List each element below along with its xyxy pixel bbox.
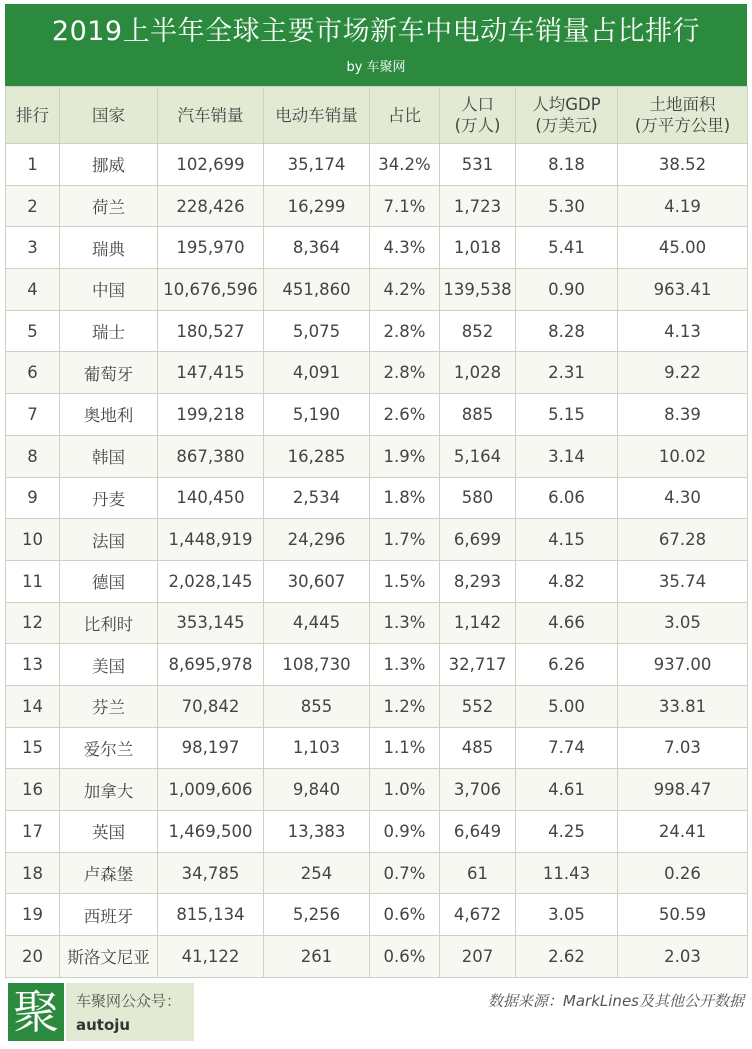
table-cell: 580 [440, 477, 516, 519]
table-cell: 0.6% [370, 894, 440, 936]
table-cell: 1.2% [370, 685, 440, 727]
table-cell: 4.2% [370, 269, 440, 311]
table-cell: 8.28 [516, 310, 618, 352]
table-row [6, 811, 748, 853]
table-cell: 2.6% [370, 394, 440, 436]
table-cell: 瑞典 [60, 227, 158, 269]
table-cell: 199,218 [158, 394, 264, 436]
table-cell: 2,534 [264, 477, 370, 519]
table-row [6, 435, 748, 477]
table-cell: 10.02 [618, 435, 748, 477]
table-cell: 195,970 [158, 227, 264, 269]
table-row [6, 227, 748, 269]
table-cell: 9,840 [264, 769, 370, 811]
column-header: 国家 [60, 87, 158, 144]
table-cell: 6,649 [440, 811, 516, 853]
table-cell: 4.3% [370, 227, 440, 269]
table-cell: 11 [6, 560, 60, 602]
table-cell: 16,285 [264, 435, 370, 477]
table-cell: 2.31 [516, 352, 618, 394]
table-cell: 0.7% [370, 852, 440, 894]
table-cell: 5.41 [516, 227, 618, 269]
table-cell: 34,785 [158, 852, 264, 894]
table-cell: 552 [440, 685, 516, 727]
table-cell: 20 [6, 936, 60, 978]
table-cell: 10,676,596 [158, 269, 264, 311]
table-cell: 4.61 [516, 769, 618, 811]
table-cell: 108,730 [264, 644, 370, 686]
table-cell: 1,009,606 [158, 769, 264, 811]
table-cell: 17 [6, 811, 60, 853]
byline: by 车聚网 [346, 60, 406, 75]
table-cell: 0.9% [370, 811, 440, 853]
table-cell: 70,842 [158, 685, 264, 727]
table-cell: 32,717 [440, 644, 516, 686]
table-cell: 8,364 [264, 227, 370, 269]
table-cell: 美国 [60, 644, 158, 686]
table-cell: 4.19 [618, 185, 748, 227]
table-cell: 卢森堡 [60, 852, 158, 894]
wechat-box [66, 983, 194, 1041]
table-cell: 3,706 [440, 769, 516, 811]
table-cell: 1.3% [370, 644, 440, 686]
table-cell: 10 [6, 519, 60, 561]
table-cell: 1.0% [370, 769, 440, 811]
table-cell: 34.2% [370, 144, 440, 186]
table-cell: 50.59 [618, 894, 748, 936]
table-cell: 33.81 [618, 685, 748, 727]
table-cell: 5.00 [516, 685, 618, 727]
table-cell: 14 [6, 685, 60, 727]
table-cell: 254 [264, 852, 370, 894]
table-cell: 5.30 [516, 185, 618, 227]
column-header: 人口 (万人) [440, 87, 516, 144]
sales-table [5, 86, 748, 978]
table-cell: 中国 [60, 269, 158, 311]
table-cell: 228,426 [158, 185, 264, 227]
table-cell: 19 [6, 894, 60, 936]
table-row [6, 685, 748, 727]
table-cell: 180,527 [158, 310, 264, 352]
wechat-label: 车聚网公众号： [76, 992, 182, 1010]
table-cell: 7 [6, 394, 60, 436]
table-cell: 61 [440, 852, 516, 894]
table-cell: 韩国 [60, 435, 158, 477]
table-cell: 4,672 [440, 894, 516, 936]
table-cell: 2 [6, 185, 60, 227]
table-row [6, 185, 748, 227]
table-cell: 3.05 [516, 894, 618, 936]
table-cell: 2.8% [370, 310, 440, 352]
table-cell: 8,293 [440, 560, 516, 602]
table-cell: 比利时 [60, 602, 158, 644]
table-row [6, 894, 748, 936]
table-cell: 0.6% [370, 936, 440, 978]
table-cell: 4.25 [516, 811, 618, 853]
table-row [6, 144, 748, 186]
table-cell: 852 [440, 310, 516, 352]
table-row [6, 269, 748, 311]
table-cell: 4.82 [516, 560, 618, 602]
table-cell: 98,197 [158, 727, 264, 769]
table-cell: 6 [6, 352, 60, 394]
table-cell: 531 [440, 144, 516, 186]
table-cell: 2.8% [370, 352, 440, 394]
table-cell: 4.66 [516, 602, 618, 644]
table-cell: 0.90 [516, 269, 618, 311]
table-cell: 6.06 [516, 477, 618, 519]
table-cell: 937.00 [618, 644, 748, 686]
table-cell: 1.1% [370, 727, 440, 769]
table-cell: 485 [440, 727, 516, 769]
table-cell: 67.28 [618, 519, 748, 561]
table-cell: 815,134 [158, 894, 264, 936]
table-cell: 丹麦 [60, 477, 158, 519]
table-cell: 885 [440, 394, 516, 436]
table-cell: 1.9% [370, 435, 440, 477]
wechat-id: autoju [76, 1016, 131, 1034]
table-cell: 西班牙 [60, 894, 158, 936]
table-cell: 1,103 [264, 727, 370, 769]
table-cell: 147,415 [158, 352, 264, 394]
table-cell: 6,699 [440, 519, 516, 561]
table-cell: 英国 [60, 811, 158, 853]
table-cell: 斯洛文尼亚 [60, 936, 158, 978]
data-source: 数据来源：MarkLines及其他公开数据 [487, 992, 744, 1010]
table-cell: 0.26 [618, 852, 748, 894]
table-cell: 5,075 [264, 310, 370, 352]
column-header: 电动车销量 [264, 87, 370, 144]
table-cell: 4,445 [264, 602, 370, 644]
table-cell: 1,142 [440, 602, 516, 644]
table-cell: 45.00 [618, 227, 748, 269]
table-cell: 2,028,145 [158, 560, 264, 602]
table-cell: 4 [6, 269, 60, 311]
table-cell: 2.03 [618, 936, 748, 978]
table-cell: 353,145 [158, 602, 264, 644]
table-cell: 8.18 [516, 144, 618, 186]
table-cell: 16,299 [264, 185, 370, 227]
table-cell: 5,164 [440, 435, 516, 477]
table-cell: 加拿大 [60, 769, 158, 811]
table-cell: 法国 [60, 519, 158, 561]
table-cell: 7.74 [516, 727, 618, 769]
table-cell: 7.03 [618, 727, 748, 769]
table-cell: 1,469,500 [158, 811, 264, 853]
table-row [6, 477, 748, 519]
table-cell: 9.22 [618, 352, 748, 394]
table-cell: 451,860 [264, 269, 370, 311]
table-cell: 963.41 [618, 269, 748, 311]
table-cell: 261 [264, 936, 370, 978]
table-cell: 139,538 [440, 269, 516, 311]
table-cell: 4,091 [264, 352, 370, 394]
table-cell: 30,607 [264, 560, 370, 602]
table-cell: 5 [6, 310, 60, 352]
table-row [6, 936, 748, 978]
table-cell: 867,380 [158, 435, 264, 477]
table-row [6, 394, 748, 436]
table-cell: 6.26 [516, 644, 618, 686]
table-cell: 1.8% [370, 477, 440, 519]
table-cell: 16 [6, 769, 60, 811]
table-cell: 挪威 [60, 144, 158, 186]
table-cell: 葡萄牙 [60, 352, 158, 394]
table-cell: 8 [6, 435, 60, 477]
table-row [6, 769, 748, 811]
table-cell: 8.39 [618, 394, 748, 436]
table-cell: 1,028 [440, 352, 516, 394]
table-cell: 1,723 [440, 185, 516, 227]
table-cell: 4.15 [516, 519, 618, 561]
table-cell: 13,383 [264, 811, 370, 853]
table-cell: 1.3% [370, 602, 440, 644]
column-header: 土地面积 (万平方公里) [618, 87, 748, 144]
table-cell: 瑞士 [60, 310, 158, 352]
table-cell: 爱尔兰 [60, 727, 158, 769]
table-row [6, 352, 748, 394]
table-cell: 140,450 [158, 477, 264, 519]
table-cell: 24.41 [618, 811, 748, 853]
column-header: 排行 [6, 87, 60, 144]
table-cell: 德国 [60, 560, 158, 602]
table-cell: 15 [6, 727, 60, 769]
table-cell: 7.1% [370, 185, 440, 227]
table-row [6, 519, 748, 561]
table-cell: 102,699 [158, 144, 264, 186]
table-cell: 24,296 [264, 519, 370, 561]
table-row [6, 560, 748, 602]
table-row [6, 310, 748, 352]
table-cell: 855 [264, 685, 370, 727]
table-cell: 1.7% [370, 519, 440, 561]
column-header: 汽车销量 [158, 87, 264, 144]
table-cell: 18 [6, 852, 60, 894]
page-title: 2019上半年全球主要市场新车中电动车销量占比排行 [51, 16, 701, 47]
table-cell: 5,256 [264, 894, 370, 936]
table-cell: 4.30 [618, 477, 748, 519]
table-cell: 13 [6, 644, 60, 686]
table-cell: 5,190 [264, 394, 370, 436]
table-cell: 1 [6, 144, 60, 186]
table-cell: 998.47 [618, 769, 748, 811]
table-cell: 5.15 [516, 394, 618, 436]
table-cell: 1.5% [370, 560, 440, 602]
table-cell: 41,122 [158, 936, 264, 978]
logo: 聚 [8, 983, 64, 1041]
table-cell: 奥地利 [60, 394, 158, 436]
table-cell: 荷兰 [60, 185, 158, 227]
title-banner [5, 4, 747, 86]
table-body [6, 144, 748, 978]
table-row [6, 727, 748, 769]
table-cell: 芬兰 [60, 685, 158, 727]
table-cell: 1,018 [440, 227, 516, 269]
table-row [6, 644, 748, 686]
footer [0, 980, 752, 1049]
table-cell: 12 [6, 602, 60, 644]
table-cell: 207 [440, 936, 516, 978]
table-row [6, 602, 748, 644]
column-header: 人均GDP (万美元) [516, 87, 618, 144]
table-cell: 2.62 [516, 936, 618, 978]
column-header: 占比 [370, 87, 440, 144]
table-cell: 3 [6, 227, 60, 269]
table-cell: 38.52 [618, 144, 748, 186]
table-cell: 3.05 [618, 602, 748, 644]
table-cell: 11.43 [516, 852, 618, 894]
table-cell: 35.74 [618, 560, 748, 602]
table-cell: 1,448,919 [158, 519, 264, 561]
table-header-row [6, 87, 748, 144]
table-cell: 8,695,978 [158, 644, 264, 686]
table-cell: 9 [6, 477, 60, 519]
table-cell: 3.14 [516, 435, 618, 477]
table-cell: 4.13 [618, 310, 748, 352]
table-row [6, 852, 748, 894]
table-cell: 35,174 [264, 144, 370, 186]
